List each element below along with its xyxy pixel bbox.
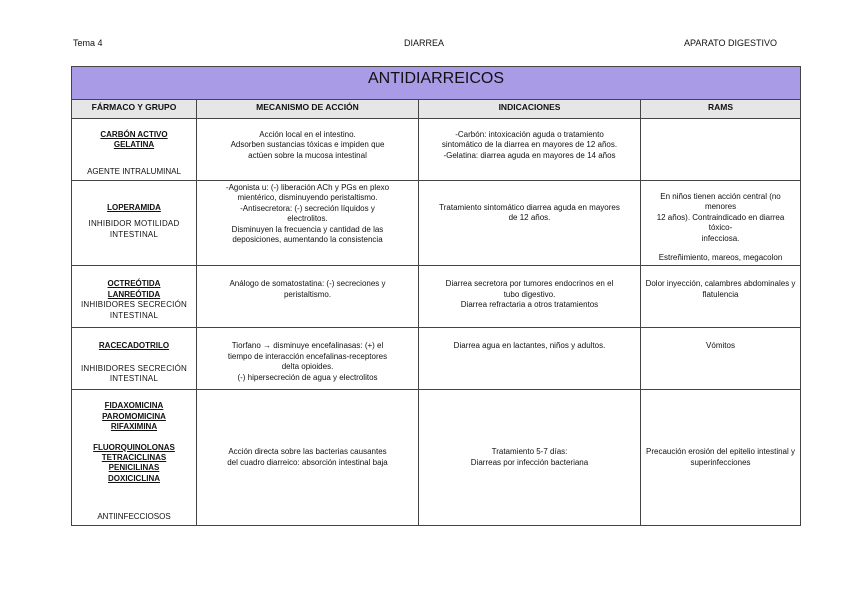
drug-name: TETRACICLINAS xyxy=(101,452,167,462)
drug-name: FLUORQUINOLONAS xyxy=(93,442,175,452)
text-line: Dolor inyección, calambres abdominales y xyxy=(645,279,796,289)
text-line: -Gelatina: diarrea aguda en mayores de 14 años xyxy=(443,150,616,160)
drug-name: FIDAXOMICINA xyxy=(104,401,164,411)
rams-cell xyxy=(641,119,801,181)
column-header-indications: INDICACIONES xyxy=(419,100,641,119)
indications-cell xyxy=(419,266,641,328)
text-line: peristaltismo. xyxy=(283,289,332,299)
drug-group: INHIBIDORES SECRECIÓN xyxy=(81,363,187,373)
drug-group: INHIBIDORES SECRECIÓN xyxy=(81,300,187,310)
drug-cell xyxy=(72,328,197,390)
text-line: del cuadro diarreico: absorción intestinal baja xyxy=(227,457,388,467)
table-row xyxy=(72,328,801,390)
drug-group: INTESTINAL xyxy=(109,374,159,384)
text-line: 12 años). Contraindicado en diarrea tóxico- xyxy=(656,212,785,233)
drug-group: ANTIINFECCIOSOS xyxy=(97,511,171,521)
text-line: mientérico, disminuyendo peristaltismo. xyxy=(237,193,378,203)
text-line: tubo digestivo. xyxy=(503,289,556,299)
table-title: ANTIDIARREICOS xyxy=(72,67,801,100)
mechanism-cell xyxy=(197,266,419,328)
text-line: Diarreas por infección bacteriana xyxy=(470,457,589,467)
column-header-rams: RAMS xyxy=(641,100,801,119)
table-row xyxy=(72,119,801,181)
text-line: Tiorfano → disminuye encefalinasas: (+) el xyxy=(231,341,384,351)
header-topic: Tema 4 xyxy=(73,38,103,48)
text-line: Diarrea refractaria a otros tratamientos xyxy=(460,300,599,310)
text-line: superinfecciones xyxy=(690,457,751,467)
text-line: Análogo de somatostatina: (-) secreciones y xyxy=(229,279,386,289)
drug-cell xyxy=(72,266,197,328)
drug-cell xyxy=(72,181,197,266)
text-line: delta opioides. xyxy=(281,362,334,372)
mechanism-cell xyxy=(197,390,419,526)
text-line: Diarrea secretora por tumores endocrinos en el xyxy=(445,279,614,289)
text-line: actúen sobre la mucosa intestinal xyxy=(248,150,367,160)
text-line: electrolitos. xyxy=(287,214,328,224)
antidiarreicos-table xyxy=(71,66,801,526)
text-line: (-) hipersecreción de agua y electrolitos xyxy=(237,372,378,382)
rams-cell xyxy=(641,266,801,328)
drug-name: LANREÓTIDA xyxy=(107,289,161,299)
drug-name: RIFAXIMINA xyxy=(110,422,158,432)
table-row xyxy=(72,266,801,328)
drug-group: INTESTINAL xyxy=(109,229,159,239)
text-line: Precaución erosión del epitelio intestinal y xyxy=(646,447,795,457)
drug-name: GELATINA xyxy=(113,140,155,150)
text-line: -Antisecretora: (-) secreción líquidos y xyxy=(240,203,375,213)
text-line: Acción directa sobre las bacterias causantes xyxy=(228,447,387,457)
text-line: sintomático de la diarrea en mayores de 12 años. xyxy=(441,140,618,150)
rams-cell xyxy=(641,390,801,526)
mechanism-cell xyxy=(197,328,419,390)
text-line: deposiciones, aumentando la consistencia xyxy=(232,234,383,244)
drug-cell xyxy=(72,119,197,181)
drug-name: OCTREÓTIDA xyxy=(107,279,161,289)
drug-group: AGENTE INTRALUMINAL xyxy=(87,166,181,176)
text-line: Tratamiento 5-7 días: xyxy=(491,447,568,457)
header-title: DIARREA xyxy=(404,38,445,48)
mechanism-cell xyxy=(197,119,419,181)
indications-cell xyxy=(419,119,641,181)
drug-name: PENICILINAS xyxy=(108,463,160,473)
text-line: infecciosa. xyxy=(701,233,740,243)
text-line: -Agonista u: (-) liberación ACh y PGs en plexo xyxy=(225,183,390,192)
drug-cell xyxy=(72,390,197,526)
text-line: Disminuyen la frecuencia y cantidad de las xyxy=(231,224,384,234)
drug-name: PAROMOMICINA xyxy=(102,411,166,421)
text-line: En niños tienen acción central (no menores xyxy=(660,192,781,212)
header-section: APARATO DIGESTIVO xyxy=(684,38,778,48)
text-line: Adsorben sustancias tóxicas e impiden que xyxy=(230,140,385,150)
table-row xyxy=(72,181,801,266)
drug-name: CARBÓN ACTIVO xyxy=(100,130,168,139)
text-line: Vómitos xyxy=(706,341,735,351)
indications-cell xyxy=(419,328,641,390)
drug-group: INHIBIDOR MOTILIDAD xyxy=(88,219,180,229)
indications-cell xyxy=(419,181,641,266)
drug-name: LOPERAMIDA xyxy=(107,203,161,212)
column-header-drug: FÁRMACO Y GRUPO xyxy=(72,100,197,119)
text-line: Tratamiento sintomático diarrea aguda en mayores xyxy=(439,203,620,212)
drug-name: DOXICICLINA xyxy=(108,473,160,483)
text-line: -Carbón: intoxicación aguda o tratamiento xyxy=(455,130,604,139)
table-row xyxy=(72,390,801,526)
indications-cell xyxy=(419,390,641,526)
drug-name: RACECADOTRILO xyxy=(98,341,170,351)
mechanism-cell xyxy=(197,181,419,266)
text-line: Diarrea agua en lactantes, niños y adultos. xyxy=(453,341,606,351)
text-line: Estreñimiento, mareos, megacolon xyxy=(658,252,783,262)
text-line: flatulencia xyxy=(702,289,739,299)
text-line: Acción local en el intestino. xyxy=(259,130,356,139)
text-line: de 12 años. xyxy=(508,213,551,223)
drug-group: INTESTINAL xyxy=(109,310,159,320)
text-line: tiempo de interacción encefalinas-receptores xyxy=(227,351,388,361)
rams-cell xyxy=(641,328,801,390)
rams-cell xyxy=(641,181,801,266)
column-header-mechanism: MECANISMO DE ACCIÓN xyxy=(197,100,419,119)
